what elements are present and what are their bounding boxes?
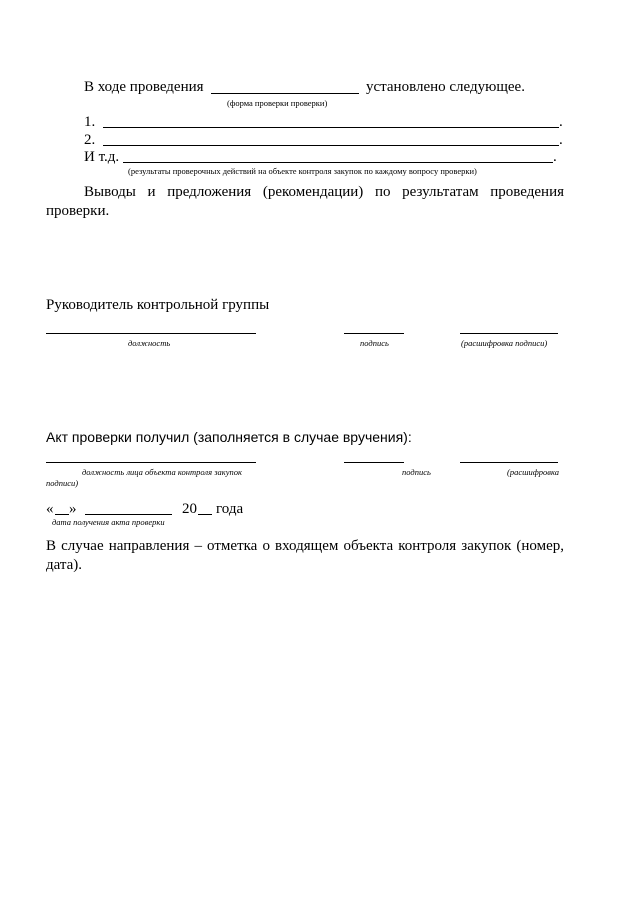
list-item-etc: И т.д. xyxy=(84,149,120,165)
conclusions-paragraph: Выводы и предложения (рекомендации) по результатам проведения проверки. xyxy=(46,184,564,219)
receipt-decoding-caption-1: (расшифровка xyxy=(507,467,560,477)
receipt-position-caption: должность лица объекта контроля закупок xyxy=(82,467,242,477)
list-item-1-number: 1. xyxy=(84,114,96,130)
date-year-blank[interactable] xyxy=(198,514,212,515)
head-position-blank[interactable] xyxy=(46,333,256,334)
list-item-etc-blank[interactable] xyxy=(123,162,553,163)
list-item-2-number: 2. xyxy=(84,132,96,148)
sending-paragraph: В случае направления – отметка о входящем объекта контроля закупок (номер, дата). xyxy=(46,538,564,573)
receipt-position-blank[interactable] xyxy=(46,462,256,463)
list-item-etc-period: . xyxy=(553,149,557,165)
date-caption: дата получения акта проверки xyxy=(52,517,165,527)
date-year-prefix: 20 xyxy=(182,501,197,517)
head-decoding-blank[interactable] xyxy=(460,333,558,334)
form-caption: (форма проверки проверки) xyxy=(227,98,328,108)
head-decoding-caption: (расшифровка подписи) xyxy=(461,338,548,348)
date-day-blank[interactable] xyxy=(55,514,69,515)
receipt-decoding-caption-2: подписи) xyxy=(46,478,79,488)
intro-prefix: В ходе проведения xyxy=(84,79,204,95)
results-caption: (результаты проверочных действий на объекте контроля закупок по каждому вопросу проверки) xyxy=(128,166,477,176)
list-item-1-period: . xyxy=(559,114,563,130)
head-signature-blank[interactable] xyxy=(344,333,404,334)
list-item-2-blank[interactable] xyxy=(103,145,559,146)
date-year-suffix: года xyxy=(216,501,244,517)
receipt-title: Акт проверки получил (заполняется в случае вручения): xyxy=(46,429,412,445)
list-item-1-blank[interactable] xyxy=(103,127,559,128)
receipt-decoding-blank[interactable] xyxy=(460,462,558,463)
receipt-signature-caption: подпись xyxy=(402,467,431,477)
receipt-signature-blank[interactable] xyxy=(344,462,404,463)
head-title: Руководитель контрольной группы xyxy=(46,297,270,313)
date-month-blank[interactable] xyxy=(85,514,172,515)
intro-suffix: установлено следующее. xyxy=(366,79,525,95)
list-item-2-period: . xyxy=(559,132,563,148)
inspection-form-blank[interactable] xyxy=(211,93,359,94)
date-open-quote: « xyxy=(46,501,54,517)
head-signature-caption: подпись xyxy=(360,338,389,348)
date-close-quote: » xyxy=(69,501,77,517)
head-position-caption: должность xyxy=(128,338,171,348)
